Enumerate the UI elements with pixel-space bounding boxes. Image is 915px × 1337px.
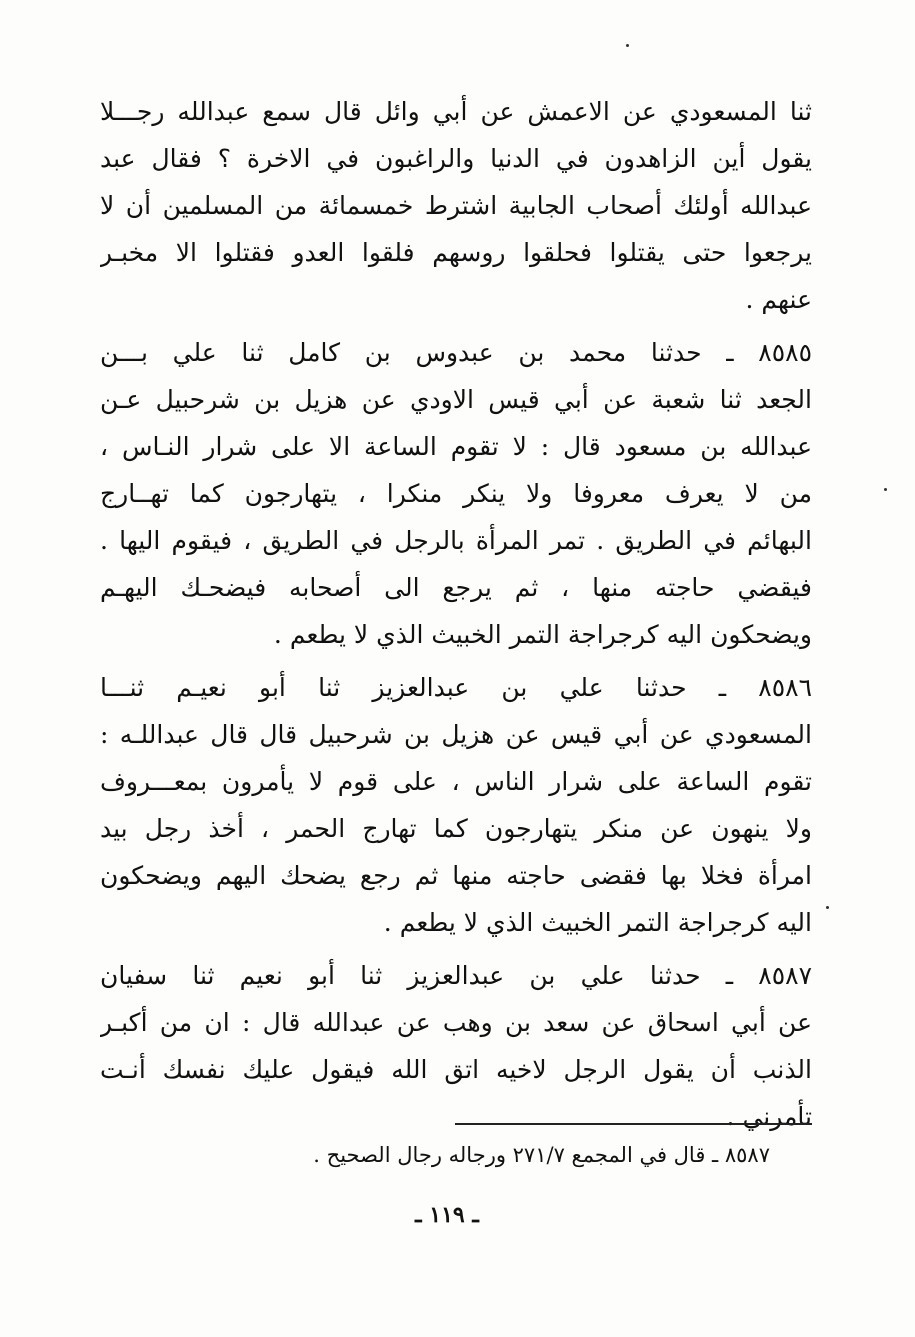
text-line: اليه كرجراجة التمر الخبيث الذي لا يطعم . xyxy=(383,908,812,937)
text-line: ولا ينهون عن منكر يتهارجون كما تهارج الحمر ، أخذ رجل بيد xyxy=(100,814,812,843)
text-line: تأمرني . xyxy=(726,1102,812,1131)
text-line: المسعودي عن أبي قيس عن هزيل بن شرحبيل قال قال عبداللـه : xyxy=(100,720,812,749)
text-line: عن أبي اسحاق عن سعد بن وهب عن عبدالله قال : ان من أكبـر xyxy=(100,1008,812,1037)
paragraph-continuation xyxy=(100,88,812,323)
scan-speck xyxy=(626,44,629,47)
text-line: الذنب أن يقول الرجل لاخيه اتق الله فيقول عليك نفسك أنـت xyxy=(100,1055,812,1084)
text-line: يقول أين الزاهدون في الدنيا والراغبون في الاخرة ؟ فقال عبد xyxy=(100,144,812,173)
text-line: امرأة فخلا بها فقضى حاجته منها ثم رجع يضحك اليهم ويضحكون xyxy=(100,861,812,890)
page-number: ـ ١١٩ ـ xyxy=(415,1202,479,1228)
hadith-8587 xyxy=(100,952,812,1140)
text-line: يرجعوا حتى يقتلوا فحلقوا روسهم فلقوا العدو فقتلوا الا مخبـر xyxy=(100,238,812,267)
text-line: فيقضي حاجته منها ، ثم يرجع الى أصحابه فيضحـك اليهـم xyxy=(100,573,812,602)
text-line: عبدالله بن مسعود قال : لا تقوم الساعة الا على شرار النـاس ، xyxy=(100,432,812,461)
main-text xyxy=(100,88,812,1146)
text-line: ٨٥٨٧ ـ حدثنا علي بن عبدالعزيز ثنا أبو نعيم ثنا سفيان xyxy=(100,961,812,990)
text-line: من لا يعرف معروفا ولا ينكر منكرا ، يتهارجون كما تهــارج xyxy=(100,479,812,508)
footnote: ٨٥٨٧ ـ قال في المجمع ٢٧١/٧ ورجاله رجال الصحيح . xyxy=(313,1143,770,1167)
footnote-divider xyxy=(455,1123,812,1125)
hadith-8586 xyxy=(100,664,812,946)
hadith-8585 xyxy=(100,329,812,658)
text-line: تقوم الساعة على شرار الناس ، على قوم لا يأمرون بمعـــروف xyxy=(100,767,812,796)
text-line: ٨٥٨٦ ـ حدثنا علي بن عبدالعزيز ثنا أبو نعيـم ثنـــا xyxy=(100,673,812,702)
text-line: البهائم في الطريق . تمر المرأة بالرجل في الطريق ، فيقوم اليها . xyxy=(100,526,812,555)
scan-speck xyxy=(884,488,887,491)
text-line: عنهم . xyxy=(745,285,812,314)
text-line: عبدالله أولئك أصحاب الجابية اشترط خمسمائة من المسلمين أن لا xyxy=(100,191,812,220)
text-line: الجعد ثنا شعبة عن أبي قيس الاودي عن هزيل بن شرحبيل عـن xyxy=(100,385,812,414)
text-line: ويضحكون اليه كرجراجة التمر الخبيث الذي لا يطعم . xyxy=(273,620,812,649)
text-line: ٨٥٨٥ ـ حدثنا محمد بن عبدوس بن كامل ثنا علي بـــن xyxy=(100,338,812,367)
scan-speck xyxy=(826,906,829,909)
text-line: ثنا المسعودي عن الاعمش عن أبي وائل قال سمع عبدالله رجـــلا xyxy=(100,97,812,126)
